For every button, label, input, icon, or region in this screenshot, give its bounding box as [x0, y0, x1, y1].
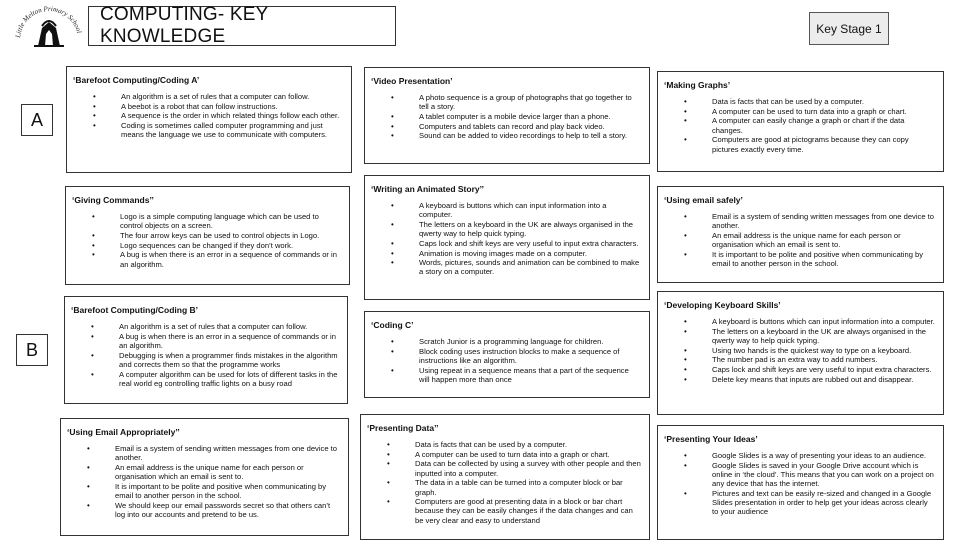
list-item: • An email address is the unique name for each person or organisation which an email is sent to. [67, 463, 340, 481]
list-item: • A sequence is the order in which related things follow each other. [73, 111, 343, 120]
list-item: • Pictures and text can be easily re-sized and changed in a Google Slides presentation in order to help get your ideas across clearly to your audience [664, 489, 935, 517]
list-item: • Block coding uses instruction blocks to make a sequence of instructions like an algorithm. [371, 347, 641, 365]
card-title: ‘Presenting Data’’ [367, 423, 439, 433]
list-item: • Scratch Junior is a programming language for children. [371, 337, 641, 346]
list-item: • Caps lock and shift keys are very useful to input extra characters. [371, 239, 641, 248]
list-item: • A bug is when there is an error in a sequence of commands or in an algorithm. [72, 250, 341, 268]
list-item: • A beebot is a robot that can follow instructions. [73, 102, 343, 111]
list-item: • A computer can be used to turn data into a graph or chart. [664, 107, 935, 116]
list-item: • Google Slides is a way of presenting your ideas to an audience. [664, 451, 935, 460]
list-item: • Delete key means that inputs are rubbed out and disappear. [664, 375, 935, 384]
list-item: • Using repeat in a sequence means that a part of the sequence will happen more than once [371, 366, 641, 384]
list-item: • Computers are good at presenting data in a block or bar chart because they can be easily changes if the data changes and can be very clear and easy to understand [367, 497, 641, 525]
list-item: • Animation is moving images made on a computer. [371, 249, 641, 258]
list-item: • A computer can easily change a graph or chart if the data changes. [664, 116, 935, 134]
list-item: • Coding is sometimes called computer programming and just means the language we use to communicate with computers. [73, 121, 343, 139]
card-title: ‘Making Graphs’ [664, 80, 731, 90]
list-item: • Email is a system of sending written messages from one device to another. [664, 212, 935, 230]
page-title: COMPUTING- KEY KNOWLEDGE [88, 6, 396, 46]
school-logo [14, 6, 84, 50]
card-coding-c [364, 311, 650, 398]
card-title: ‘Writing an Animated Story’’ [371, 184, 485, 194]
list-item: • Email is a system of sending written messages from one device to another. [67, 444, 340, 462]
list-item: • A bug is when there is an error in a sequence of commands or in an algorithm. [71, 332, 339, 350]
list-item: • It is important to be polite and positive when communicating by email to another person in the school. [67, 482, 340, 500]
list-item: • An email address is the unique name for each person or organisation which an email is sent to. [664, 231, 935, 249]
card-title: ‘Developing Keyboard Skills’ [664, 300, 781, 310]
card-email-safely [657, 186, 944, 283]
card-title: ‘Using Email Appropriately’’ [67, 427, 180, 437]
list-item: • Data is facts that can be used by a computer. [664, 97, 935, 106]
list-item: • Google Slides is saved in your Google Drive account which is online in ‘the cloud’. This means that you can work on a project on any device that has the internet. [664, 461, 935, 489]
list-item: • The four arrow keys can be used to control objects in Logo. [72, 231, 341, 240]
list-item: • Debugging is when a programmer finds mistakes in the algorithm and corrects them so that the programme works [71, 351, 339, 369]
list-item: • It is important to be polite and positive when communicating by email to another person in the school. [664, 250, 935, 268]
list-item: • Caps lock and shift keys are very useful to input extra characters. [664, 365, 935, 374]
card-making-graphs [657, 71, 944, 172]
card-presenting-ideas [657, 425, 944, 540]
card-title: ‘Video Presentation’ [371, 76, 453, 86]
list-item: • A keyboard is buttons which can input information into a computer. [664, 317, 935, 326]
card-title: ‘Presenting Your Ideas’ [664, 434, 758, 444]
list-item: • Words, pictures, sounds and animation can be combined to make a story on a computer. [371, 258, 641, 276]
card-title: ‘Barefoot Computing/Coding B’ [71, 305, 199, 315]
list-item: • Sound can be added to video recordings to help to tell a story. [371, 131, 641, 140]
list-item: • Computers and tablets can record and play back video. [371, 122, 641, 131]
list-item: • Logo is a simple computing language which can be used to control objects on a screen. [72, 212, 341, 230]
list-item: • Data is facts that can be used by a computer. [367, 440, 641, 449]
marker-b: B [16, 334, 48, 366]
list-item: • A computer algorithm can be used for lots of different tasks in the real world eg controlling traffic lights on a busy road [71, 370, 339, 388]
list-item: • An algorithm is a set of rules that a computer can follow. [71, 322, 339, 331]
card-giving-commands [65, 186, 350, 285]
list-item: • We should keep our email passwords secret so that others can’t log into our accounts and pretend to be us. [67, 501, 340, 519]
card-animated-story [364, 175, 650, 300]
list-item: • A tablet computer is a mobile device larger than a phone. [371, 112, 641, 121]
list-item: • Data can be collected by using a survey with other people and then inputted into a computer. [367, 459, 641, 477]
list-item: • The letters on a keyboard in the UK are always organised in the qwerty way to help quick typing. [371, 220, 641, 238]
list-item: • A keyboard is buttons which can input information into a computer. [371, 201, 641, 219]
list-item: • Computers are good at pictograms because they can copy pictures exactly every time. [664, 135, 935, 153]
list-item: • The letters on a keyboard in the UK are always organised in the qwerty way to help quick typing. [664, 327, 935, 345]
card-barefoot-b [64, 296, 348, 404]
card-title: ‘Using email safely’ [664, 195, 743, 205]
card-presenting-data [360, 414, 650, 540]
card-keyboard-skills [657, 291, 944, 415]
card-video-presentation [364, 67, 650, 164]
list-item: • Using two hands is the quickest way to type on a keyboard. [664, 346, 935, 355]
list-item: • A photo sequence is a group of photographs that go together to tell a story. [371, 93, 641, 111]
logo-text: Little Melton Primary School [14, 6, 84, 39]
card-barefoot-a [66, 66, 352, 173]
list-item: • An algorithm is a set of rules that a computer can follow. [73, 92, 343, 101]
key-stage-badge: Key Stage 1 [809, 12, 889, 45]
list-item: • Logo sequences can be changed if they don’t work. [72, 241, 341, 250]
list-item: • The number pad is an extra way to add numbers. [664, 355, 935, 364]
card-email-appropriately [60, 418, 349, 536]
card-title: ‘Barefoot Computing/Coding A’ [73, 75, 200, 85]
card-title: ‘Coding C’ [371, 320, 414, 330]
card-title: ‘Giving Commands’’ [72, 195, 154, 205]
marker-a: A [21, 104, 53, 136]
list-item: • The data in a table can be turned into a computer block or bar graph. [367, 478, 641, 496]
list-item: • A computer can be used to turn data into a graph or chart. [367, 450, 641, 459]
